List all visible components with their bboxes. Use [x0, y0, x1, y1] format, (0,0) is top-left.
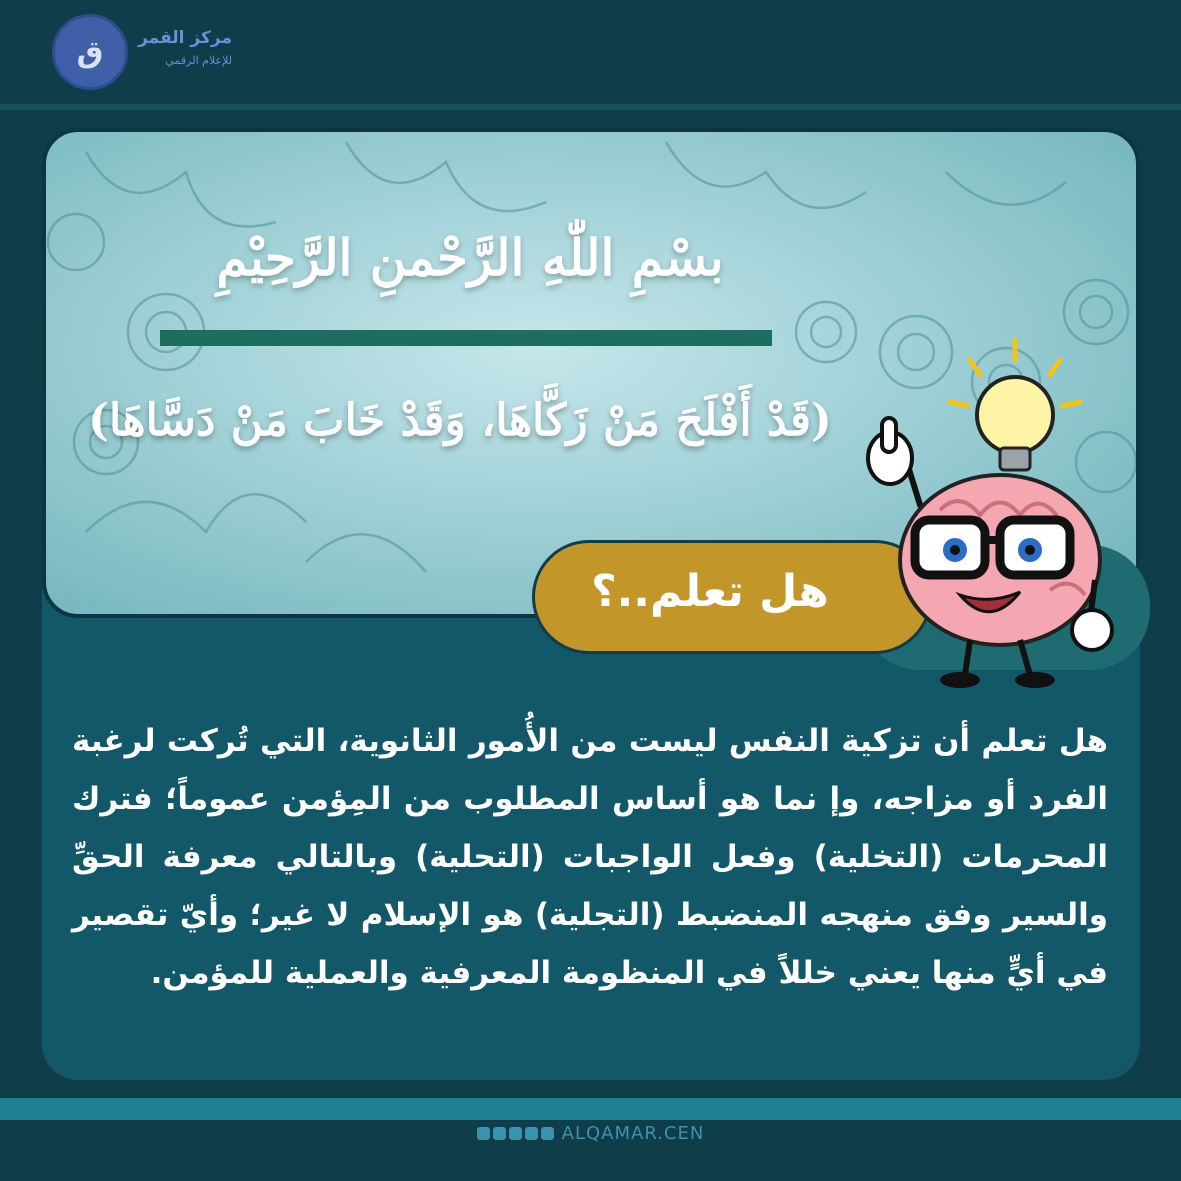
website-link[interactable]: ALQAMAR.CEN [561, 1122, 705, 1144]
lightbulb-icon [950, 340, 1080, 470]
instagram-icon[interactable] [493, 1127, 506, 1140]
header-divider [0, 104, 1181, 110]
youtube-icon[interactable] [509, 1127, 522, 1140]
body-paragraph: هل تعلم أن تزكية النفس ليست من الأُمور الثانوية، التي تُركت لرغبة الفرد أو مزاجه، وإ نما هو أساس المطلوب من المِؤمن عموماً؛ فترك المحرمات (التخلية) وفعل الواجبات (التحلية) وبالتالي معرفة الحقِّ والسير وفق منهجه المنضبط (التجلية) هو الإسلام لا غير؛ وأيّ تقصير في أيٍّ منها يعني خللاً في المنظومة المعرفية والعملية للمؤمن. [72, 723, 1108, 991]
telegram-icon[interactable] [525, 1127, 538, 1140]
logo-name: مركز القمر [138, 28, 232, 48]
footer [0, 1120, 1181, 1146]
logo-subtitle: للإعلام الرقمي [165, 54, 232, 67]
brain-mascot-icon [830, 330, 1130, 690]
logo [52, 14, 232, 86]
twitter-icon[interactable] [541, 1127, 554, 1140]
social-icons [477, 1127, 554, 1140]
did-you-know-label: هل تعلم..؟ [591, 566, 829, 617]
quran-verse: (قَدْ أَفْلَحَ مَنْ زَكَّاهَا، وَقَدْ خَابَ مَنْ دَسَّاهَا) [88, 395, 832, 446]
divider-bar [160, 330, 772, 346]
footer-band [0, 1098, 1181, 1120]
basmala: بسْمِ اللّٰهِ الرَّحْمنِ الرَّحِيْمِ [216, 228, 724, 287]
facebook-icon[interactable] [477, 1127, 490, 1140]
logo-emblem: ق [52, 14, 128, 90]
pointing-hand-icon [868, 418, 912, 484]
